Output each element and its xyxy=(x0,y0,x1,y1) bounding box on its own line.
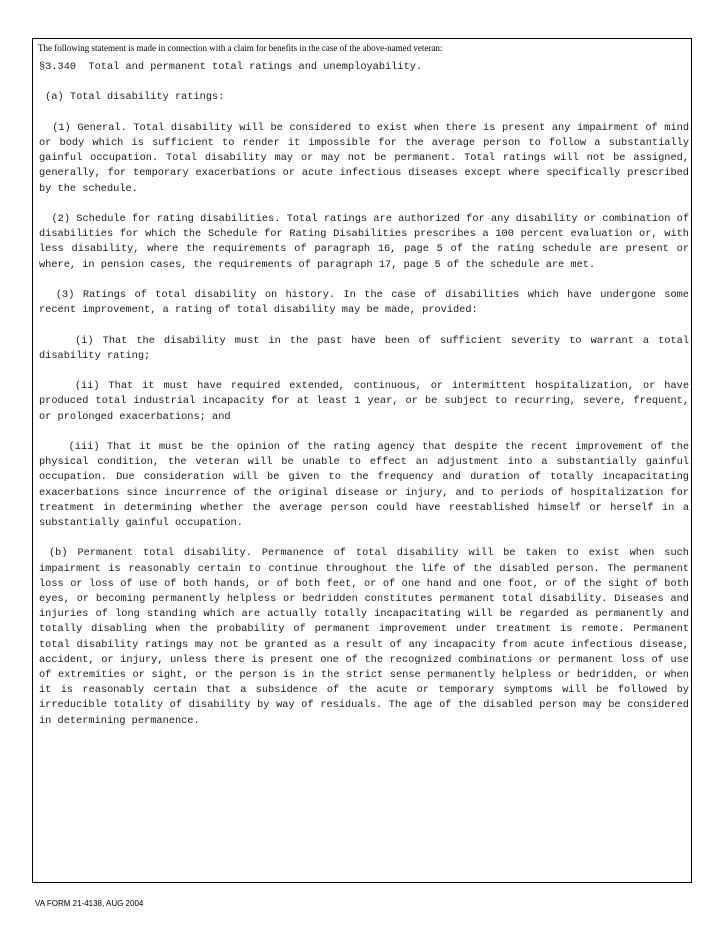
form-number: VA FORM 21-4138, AUG 2004 xyxy=(35,899,144,908)
paragraph-a-3-i: (i) That the disability must in the past have been of sufficient severity to warrant a total disability rating; xyxy=(39,334,696,362)
subsection-a-heading: (a) Total disability ratings: xyxy=(39,91,225,104)
paragraph-a-1-general: (1) General. Total disability will be considered to exist when there is present any impairment of mind or body which is sufficient to render it impossible for the average person to follow a substantially gainful occupation. Total disability may or may not be permanent. Total ratings will not be assigned, generally, for temporary exacerbations or acute infectious diseases except where specifically prescribed by the schedule. xyxy=(39,121,696,195)
statement-header: The following statement is made in connection with a claim for benefits in the case of the above-named veteran: xyxy=(38,43,443,53)
statement-box xyxy=(32,38,696,883)
section-title: §3.340 Total and permanent total ratings and unemployability. xyxy=(39,61,423,73)
paragraph-a-3-iii: (iii) That it must be the opinion of the rating agency that despite the recent improvement of the physical condition, the veteran will be unable to effect an adjustment into a substantially gainful occupation. Due consideration will be given to the frequency and duration of totally incapacitating exacerbations since incurrence of the original disease or injury, and to periods of hospitalization for treatment in determining whether the average person could have reestablished himself or herself in a substantially gainful occupation. xyxy=(39,440,696,529)
statement-body xyxy=(39,60,696,744)
paragraph-b-permanent: (b) Permanent total disability. Permanence of total disability will be taken to exist when such impairment is reasonably certain to continue throughout the life of the disabled person. The permanent loss or loss of use of both hands, or of both feet, or of one hand and one foot, or of the sight of both eyes, or becoming permanently helpless or bedridden constitutes permanent total disability. Diseases and injuries of long standing which are actually totally incapacitating will be regarded as permanently and totally disabling when the probability of permanent improvement under treatment is remote. Permanent total disability ratings may not be granted as a result of any incapacity from acute infectious disease, accident, or injury, unless there is present one of the recognized combinations or permanent loss of use of extremities or sight, or the person is in the strict sense permanently helpless or bedridden, or when it is reasonably certain that a subsidence of the acute or temporary symptoms will be followed by irreducible totality of disability by way of residuals. The age of the disabled person may be considered in determining permanence. xyxy=(39,547,696,727)
paragraph-a-2-schedule: (2) Schedule for rating disabilities. Total ratings are authorized for any disability or combination of disabilities for which the Schedule for Rating Disabilities prescribes a 100 percent evaluation or, with less disability, where the requirements of paragraph 16, page 5 of the rating schedule are present or where, in pension cases, the requirements of paragraph 17, page 5 of the schedule are met. xyxy=(39,212,696,271)
paragraph-a-3-history: (3) Ratings of total disability on history. In the case of disabilities which have undergone some recent improvement, a rating of total disability may be made, provided: xyxy=(39,288,696,317)
paragraph-a-3-ii: (ii) That it must have required extended, continuous, or intermittent hospitalization, or have produced total industrial incapacity for at least 1 year, or be subject to recurring, severe, frequent, or prolonged exacerbations; and xyxy=(39,380,696,423)
